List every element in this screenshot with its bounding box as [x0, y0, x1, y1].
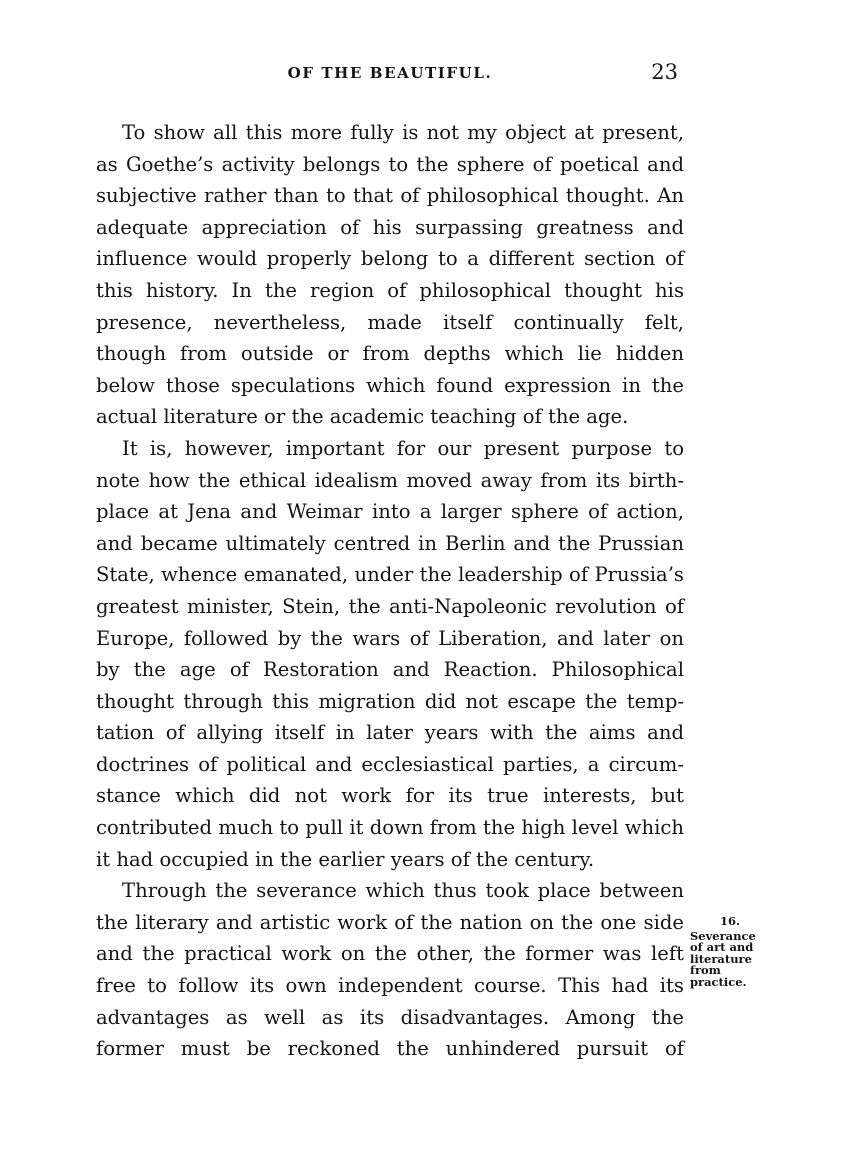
paragraph-1: To show all this more fully is not my object at present, as Goethe’s activity belongs to the sphere of poetical and subjective rather than to that of philosophical thought. An adequate appreciation of his surpassing greatness and influence would properly belong to a different section of this history. In the region of philosophical thought his presence, nevertheless, made itself continually felt, though from outside or from depths which lie hidden below those speculations which found expression in the actual literature or the academic teaching of the age. [96, 121, 684, 429]
page-number: 23 [651, 60, 678, 84]
paragraph-3: Through the severance which thus took place between the literary and artistic work of the nation on the one side and the practical work on the other, the former was left free to follow its own independent course. This had its advantages as well as its disadvantages. Among the former must be reckoned the unhindered pursuit of [96, 879, 684, 1061]
margin-note-text: Severance of art and literature from practice. [690, 928, 756, 989]
margin-note-number: 16. [720, 914, 741, 928]
running-title: OF THE BEAUTIFUL. [287, 64, 493, 82]
margin-note [690, 916, 762, 989]
running-head [96, 60, 684, 90]
paragraph-2: It is, however, important for our present purpose to note how the ethical idealism moved away from its birthplace at Jena and Weimar into a larger sphere of action, and became ultimately centred in Berlin and the Prussian State, whence emanated, under the leadership of Prussia’s greatest minister, Stein, the anti-Napoleonic revolution of Europe, followed by the wars of Liberation, and later on by the age of Restoration and Reaction. Philosophical thought through this migration did not escape the temptation of allying itself in later years with the aims and doctrines of political and ecclesiastical parties, a circumstance which did not work for its true interests, but contributed much to pull it down from the high level which it had occupied in the earlier years of the century. [96, 436, 684, 871]
body-text [96, 117, 684, 1065]
